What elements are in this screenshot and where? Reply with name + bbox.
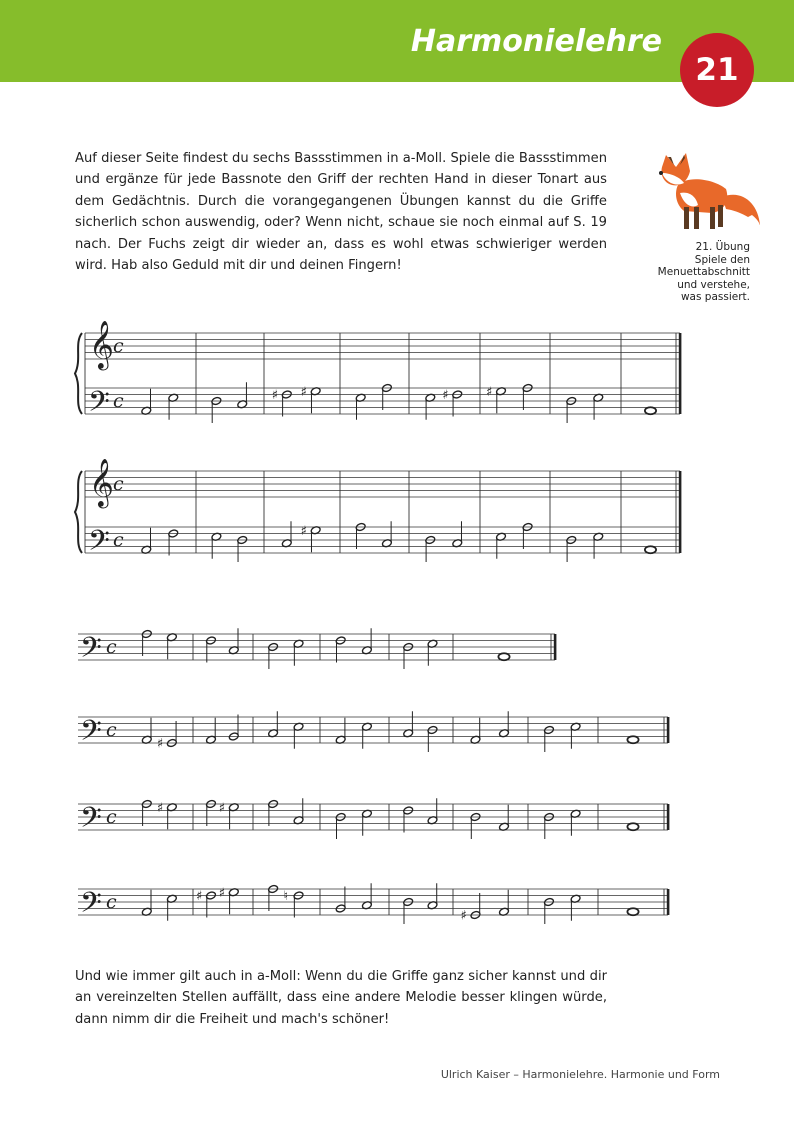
final-bar-line (554, 634, 557, 660)
half-note (362, 628, 373, 655)
half-note (272, 388, 292, 417)
half-note (461, 893, 481, 924)
half-note (206, 636, 217, 663)
bass-clef-icon: 𝄢 (80, 886, 102, 927)
whole-note (645, 407, 656, 414)
half-note (206, 799, 217, 826)
half-note (141, 718, 152, 745)
half-note (544, 725, 555, 752)
sharp-icon: ♯ (442, 388, 449, 403)
bass-clef-icon: 𝄢 (88, 385, 110, 426)
brace-icon (75, 333, 82, 414)
half-note (403, 897, 414, 924)
half-note (566, 396, 577, 423)
half-note (141, 799, 152, 826)
sharp-icon: ♯ (218, 800, 226, 816)
sharp-icon: ♯ (218, 885, 226, 901)
time-signature: c (113, 473, 124, 495)
half-note (425, 393, 436, 420)
half-note (284, 889, 304, 918)
half-note (593, 393, 604, 420)
half-note (281, 521, 292, 548)
half-note (228, 628, 239, 655)
whole-note (645, 546, 656, 553)
half-note (570, 722, 581, 749)
bass-clef-icon: 𝄢 (80, 801, 102, 842)
half-note (427, 798, 438, 825)
final-bar-line (679, 471, 682, 553)
half-note (522, 383, 533, 410)
half-note (268, 799, 279, 826)
sharp-icon: ♯ (300, 384, 307, 400)
half-note (427, 725, 438, 752)
half-note (499, 805, 510, 832)
final-bar-line (667, 889, 670, 915)
half-note (196, 889, 216, 918)
outro-text: Und wie immer gilt auch in a-Moll: Wenn du die Griffe ganz sicher kannst und dir an vereinzelten Stellen auffällt, dass eine andere Melodie besser klingen würde, dann nimm dir die Freiheit und mach's schöner! (75, 969, 607, 1027)
half-note (452, 521, 463, 548)
half-note (486, 385, 506, 414)
half-note (219, 886, 239, 915)
half-note (427, 639, 438, 666)
half-note (522, 522, 533, 549)
fox-icon (654, 145, 766, 235)
header-title: Harmonielehre (410, 24, 662, 59)
half-note (211, 532, 222, 559)
header-bar (0, 0, 794, 82)
half-note (157, 801, 177, 830)
half-note (211, 396, 222, 423)
whole-note (627, 736, 638, 743)
time-signature: c (106, 719, 117, 741)
half-note (206, 718, 217, 745)
final-bar-line (667, 717, 670, 743)
half-note (237, 382, 248, 409)
half-note (496, 532, 507, 559)
sharp-icon: ♯ (486, 384, 493, 400)
bass-staff (85, 527, 680, 553)
half-note (141, 389, 152, 416)
half-note (382, 521, 393, 548)
sharp-icon: ♯ (156, 736, 164, 752)
bass-staff (78, 889, 668, 915)
sharp-icon: ♯ (271, 388, 279, 403)
half-note (219, 801, 239, 830)
half-note (570, 894, 581, 921)
bass-staff (85, 388, 680, 414)
bass-clef-icon: 𝄢 (80, 631, 102, 672)
half-note (499, 711, 510, 738)
half-note (403, 642, 414, 669)
half-note (228, 715, 239, 742)
half-note (499, 890, 510, 917)
half-note (566, 535, 577, 562)
half-note (301, 385, 321, 414)
sharp-icon: ♯ (156, 800, 164, 816)
half-note (166, 633, 177, 660)
bass-clef-icon: 𝄢 (80, 714, 102, 755)
half-note (157, 721, 177, 752)
half-note (570, 809, 581, 836)
brace-icon (75, 471, 82, 553)
half-note (301, 524, 321, 553)
treble-staff (85, 333, 680, 359)
footer-credit: Ulrich Kaiser – Harmonielehre. Harmonie und Form (440, 1068, 720, 1081)
half-note (425, 535, 436, 562)
half-note (166, 894, 177, 921)
bass-clef-icon: 𝄢 (88, 524, 110, 565)
half-note (268, 642, 279, 669)
natural-icon: ♮ (283, 889, 289, 904)
treble-staff (85, 471, 680, 497)
final-bar-line (667, 804, 670, 830)
fox-caption-line: 21. Übung (695, 241, 750, 253)
time-signature: c (113, 390, 124, 412)
whole-note (627, 823, 638, 830)
half-note (362, 883, 373, 910)
fox-caption-line: Spiele den (694, 253, 750, 266)
treble-clef-icon: 𝄞 (89, 319, 114, 369)
fox-caption-line: Menuettabschnitt (657, 266, 750, 278)
half-note (335, 812, 346, 839)
fox-caption (620, 241, 750, 304)
half-note (403, 711, 414, 738)
half-note (141, 890, 152, 917)
half-note (268, 711, 279, 738)
half-note (355, 522, 366, 549)
bass-staff (78, 717, 668, 743)
half-note (470, 812, 481, 839)
sharp-icon: ♯ (300, 523, 307, 539)
half-note (544, 812, 555, 839)
time-signature: c (113, 335, 124, 357)
half-note (362, 722, 373, 749)
half-note (293, 722, 304, 749)
treble-clef-icon: 𝄞 (89, 457, 114, 507)
half-note (293, 639, 304, 666)
half-note (335, 636, 346, 663)
half-note (427, 883, 438, 910)
half-note (382, 383, 393, 410)
time-signature: c (106, 891, 117, 913)
half-note (442, 388, 462, 417)
whole-note (627, 908, 638, 915)
bass-staff (78, 634, 555, 660)
half-note (237, 535, 248, 562)
half-note (268, 884, 279, 911)
half-note (335, 718, 346, 745)
time-signature: c (113, 529, 124, 551)
sharp-icon: ♯ (460, 908, 467, 924)
whole-note (498, 653, 509, 660)
half-note (403, 806, 414, 833)
intro-text: Auf dieser Seite findest du sechs Bassstimmen in a-Moll. Spiele die Bassstimmen und ergänze für jede Bassnote den Griff der rechten Hand in dieser Tonart aus dem Gedächtnis. Durch die vorangegangenen Übungen kannst du die Griffe sicherlich schon auswendig, oder? Wenn nicht, schaue sie noch einmal auf S. 19 nach. Der Fuchs zeigt dir wieder an, dass es wohl etwas schwieriger werden wird. Hab also Geduld mit dir und deinen Fingern! (75, 151, 607, 274)
half-note (168, 529, 179, 556)
half-note (335, 887, 346, 914)
half-note (544, 897, 555, 924)
page-number-badge: 21 (680, 33, 754, 107)
bass-staff (78, 804, 668, 830)
half-note (470, 718, 481, 745)
final-bar-line (679, 333, 682, 414)
half-note (593, 532, 604, 559)
half-note (293, 798, 304, 825)
fox-caption-line: was passiert. (680, 291, 750, 303)
half-note (362, 809, 373, 836)
time-signature: c (106, 636, 117, 658)
fox-caption-line: und verstehe, (677, 278, 750, 291)
sharp-icon: ♯ (196, 889, 203, 904)
half-note (355, 393, 366, 420)
half-note (168, 393, 179, 420)
half-note (141, 528, 152, 555)
half-note (141, 629, 152, 656)
time-signature: c (106, 806, 117, 828)
